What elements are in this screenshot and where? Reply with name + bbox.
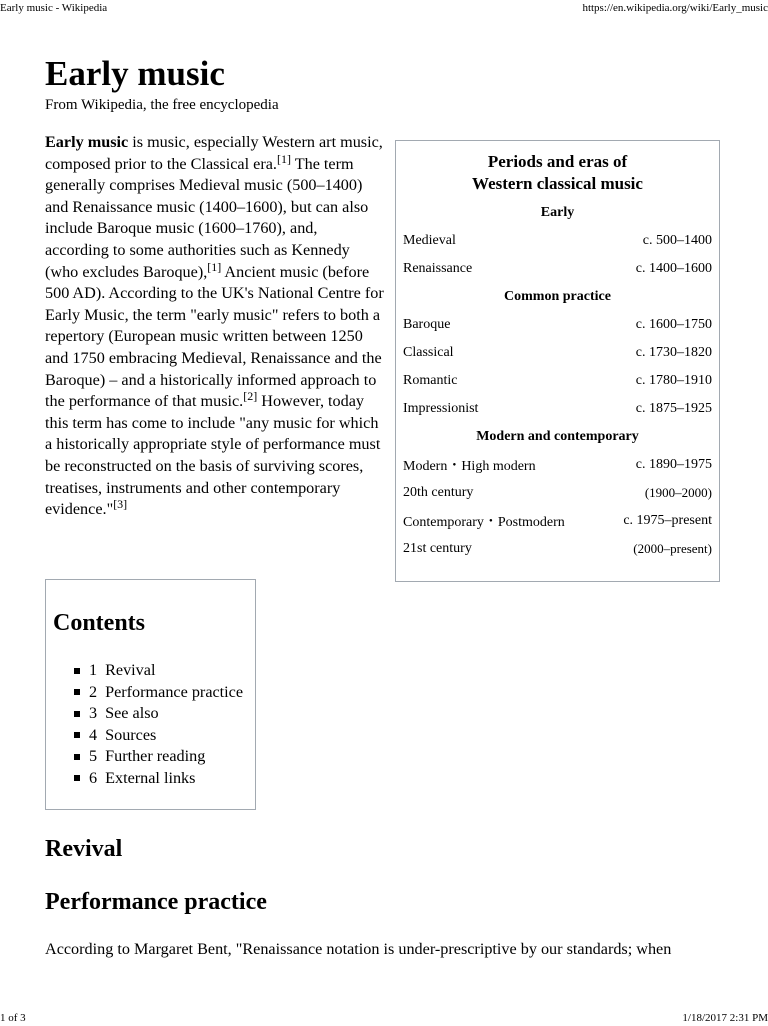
page-title: Early music [45, 54, 225, 93]
square-bullet-icon [74, 775, 80, 781]
intro-text-2: The term generally comprises Medieval music (500–1400) and Renaissance music (1400–1600), but can also include Baroque music (1600–1760), and, according to some authorities such as Kennedy (who excludes Baroque), [45, 154, 369, 281]
period-dates: (1900–2000) [644, 485, 712, 500]
period-name[interactable]: Medieval [403, 233, 456, 248]
toc-item[interactable] [74, 746, 243, 768]
toc-title: Contents [53, 610, 146, 636]
intro-lead-bold: Early music [45, 133, 129, 151]
period-name[interactable]: Modern・High modern [403, 459, 536, 474]
square-bullet-icon [74, 668, 80, 674]
toc-item-number: 2 [89, 682, 98, 701]
infobox-title-line2: Western classical music [472, 174, 643, 193]
period-name[interactable]: Baroque [403, 317, 451, 332]
intro-text-3: Ancient music (before 500 AD). According to the UK's National Centre for Early Music, the term "early music" refers to both a repertory (European music written between 1250 and 1750 embracing Medieval, Renaissance and the Baroque) – and a historically informed approach to the performance of that music. [45, 262, 384, 411]
toc-item[interactable] [74, 725, 243, 747]
infobox-section-heading: Modern and contemporary [476, 429, 639, 444]
reference-link-1b[interactable]: [1] [207, 259, 222, 274]
period-name[interactable]: Romantic [403, 373, 458, 388]
infobox-row[interactable] [396, 227, 719, 255]
period-dates: c. 1780–1910 [635, 373, 712, 388]
tagline: From Wikipedia, the free encyclopedia [45, 97, 279, 113]
infobox-row[interactable] [396, 535, 719, 563]
infobox-row[interactable] [396, 451, 719, 479]
period-name[interactable]: 20th century [403, 485, 474, 500]
reference-link-1[interactable]: [1] [276, 151, 291, 166]
infobox-row[interactable] [396, 367, 719, 395]
infobox-title [396, 151, 719, 195]
infobox-section-heading: Common practice [504, 289, 611, 304]
print-footer-timestamp: 1/18/2017 2:31 PM [682, 1012, 768, 1024]
infobox-row[interactable] [396, 507, 719, 535]
print-header-url: https://en.wikipedia.org/wiki/Early_music [582, 2, 768, 14]
period-name[interactable]: Classical [403, 345, 454, 360]
period-name[interactable]: 21st century [403, 541, 472, 556]
toc-item[interactable] [74, 660, 243, 682]
toc-item-label[interactable]: See also [105, 704, 159, 722]
square-bullet-icon [74, 732, 80, 738]
toc-item[interactable] [74, 768, 243, 790]
period-name[interactable]: Impressionist [403, 401, 479, 416]
period-dates: c. 1875–1925 [635, 401, 712, 416]
infobox-row[interactable] [396, 311, 719, 339]
table-of-contents [45, 579, 256, 810]
period-dates: c. 1730–1820 [635, 345, 712, 360]
toc-item[interactable] [74, 682, 243, 704]
intro-text-1: is music, especially Western art music, composed prior to the Classical era. [45, 133, 383, 173]
period-dates: (2000–present) [633, 541, 712, 556]
infobox-section-heading: Early [540, 205, 575, 220]
print-footer-page-count: 1 of 3 [0, 1012, 26, 1024]
toc-item-label[interactable]: External links [105, 768, 196, 787]
toc-item-number: 6 [89, 768, 98, 787]
section-heading-revival: Revival [45, 836, 123, 862]
period-dates: c. 1600–1750 [635, 317, 712, 332]
period-name[interactable]: Contemporary・Postmodern [403, 515, 565, 530]
toc-item-number: 1 [89, 661, 98, 679]
intro-paragraph [45, 132, 385, 521]
toc-item-label[interactable]: Further reading [105, 747, 206, 765]
toc-item-label[interactable]: Revival [105, 661, 156, 679]
period-dates: c. 1890–1975 [635, 457, 712, 472]
toc-item-label[interactable]: Sources [105, 725, 157, 744]
infobox-row[interactable] [396, 339, 719, 367]
square-bullet-icon [74, 689, 80, 695]
infobox-table [396, 199, 719, 563]
section-heading-performance-practice: Performance practice [45, 889, 267, 915]
reference-link-2[interactable]: [2] [243, 389, 258, 404]
period-dates: c. 1400–1600 [635, 261, 712, 276]
period-dates: c. 500–1400 [642, 233, 712, 248]
square-bullet-icon [74, 711, 80, 717]
toc-item-number: 5 [89, 747, 98, 765]
performance-practice-paragraph: According to Margaret Bent, "Renaissance notation is under-prescriptive by our standards; when [45, 940, 672, 958]
infobox-title-line1: Periods and eras of [487, 152, 628, 171]
print-header-page-title: Early music - Wikipedia [0, 2, 108, 14]
reference-link-3[interactable]: [3] [113, 497, 128, 512]
period-name[interactable]: Renaissance [403, 261, 473, 276]
toc-item-number: 3 [89, 704, 98, 722]
toc-item[interactable] [74, 703, 243, 725]
infobox-row[interactable] [396, 479, 719, 507]
period-dates: c. 1975–present [623, 513, 712, 528]
toc-item-number: 4 [89, 725, 98, 744]
infobox-row[interactable] [396, 255, 719, 283]
toc-list [74, 660, 243, 789]
infobox-row[interactable] [396, 395, 719, 423]
infobox-periods [395, 140, 720, 582]
intro-text-4: However, today this term has come to include "any music for which a historically appropriate style of performance must be reconstructed on the basis of surviving scores, treatises, instruments and other contemporary evidence." [45, 392, 381, 519]
toc-item-label[interactable]: Performance practice [105, 682, 244, 701]
square-bullet-icon [74, 754, 80, 760]
